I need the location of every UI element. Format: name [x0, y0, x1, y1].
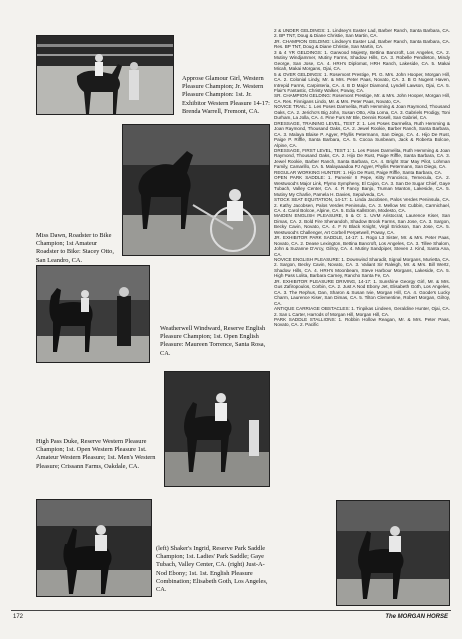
- result-entry: OPEN PARK SADDLE: 1. Parvenir II Pepe, Kitty Francisco, Temecula, CA. 2. Westwood's Major Link, Plymo Sympheny, El Cajon, CA. 3. San De Sugar Chief, Gaye Tubach, Valley Center, CA. 4. R Fancy Banjo, Truman Manton, Lakeside, CA. 5. Mutiny My Charlie, Pamela H. Davies, Sepulveda, CA.: [274, 175, 450, 197]
- photo-english-pleasure: [36, 265, 150, 363]
- footer-rule: [11, 610, 451, 611]
- result-entry: DRESSAGE, FIRST LEVEL, TEST 1: 1. Les Poses Darmelita, Ruth Hemming & Joan Raymond, Thousand Oaks, CA. 2. Hijo De Rust, Paige Riffle, Santa Barbara, CA. 3. Jewel Rookie, Barber Ranch, Santa Barbara, CA. 4. Bright Star May Pilot, Lohman Family, Camarillo, CA. 5. Malayaaadoa PJ Agyer, Phyllis Petermann, San Diego, CA.: [274, 147, 450, 170]
- result-entry: NOVICE TRAIL: 1. Les Poses Darmelita, Ruth Hemming & Joan Raymond, Thousand Oaks, CA. 2. Jericho's Big John, Susan Otto, Alta Loma, CA. 3. Gabriels Prodigy, Toni Durham, La Jolla, CA. 4. Pine Furs Mr Ble, Dennis Rosell, San Gabriel, CA.: [274, 104, 450, 121]
- result-entry: 3 & 4 YR GELDINGS: 1. Garwood Majesty, Bettina Bancroft, Los Angeles, CA. 2. Mutiny Windjammer, Mutiny Farms, Shadow Hills, CA. 3. Robelle Pendleton, Mindy George, San Jose, CA. 4. HRH's Diplomat, HRH Ranch, Lakeside, CA. 5. Makai Micah, Makai Morgans, Ojai, CA.: [274, 49, 450, 72]
- result-entry: SR. CHAMPION GELDING: Rosemont Prestige, Mr. & Mrs. John Hooper, Morgan Hill, CA. Res. Finnigans Lindo, Mr. & Mrs. Peter Paas, Novato, CA.: [274, 93, 450, 104]
- photo-western-pleasure-champion: [36, 35, 174, 115]
- photo-park-saddle-left: [36, 499, 152, 597]
- caption-western-pleasure-champion: Approse Glamour Girl, Western Pleasure Champion; Jr. Western Pleasure Champion: 1st. Jr. Exhibitor Western Pleasure 14-17: Brenda Warrell, Fremont, CA.: [182, 75, 270, 115]
- page-number: 172: [13, 614, 24, 620]
- magazine-title: The MORGAN HORSE: [385, 614, 448, 620]
- caption-english-pleasure: Weatherwell Windward, Reserve English Pleasure Champion; 1st. Open English Pleasure: Maureen Torrence, Santa Rosa, CA.: [160, 325, 266, 357]
- result-entry: MAIDEN ENGLISH PLEASURE, 5 & O: 1. UVM Aristocrat, Laurence Kiser, San Dimas, CA. 2. Bold Fire Shenandoh, Shadow Brook Farms, San Jose, CA. 3. Sargon, Becky Cavin, Novato, CA. 4. F N Black Knight, Virgil Erickson, San Jose, CA. 5. Westwood's Challenger, Art Corbell Perpetwell, Poway, CA.: [274, 213, 450, 235]
- result-entry: PARK SADDLE STALLIONS: 1. Robbin Hollow Reagan, Mr. & Mrs. Peter Paas, Novato, CA. 2. Pacific: [274, 317, 450, 328]
- result-entry: JR. CHAMPION GELDING: Lindsey's Easter Lad, Barber Ranch, Santa Barbara, CA. Res. BP TNT, Doug & Diane Christie, San Martin, CA.: [274, 38, 450, 50]
- photo-roadster-to-bike: [122, 124, 270, 256]
- result-entry: NOVICE ENGLISH PLEASURE: 1. Downwind Sharadit, Signal Morgans, Murietta, CA. 2. Sargon, Becky Cavin, Novato, CA. 3. Valiant Sir Raleigh, Mr. & Mrs. Bill Wertz, Shadow Hills, CA. 4. HRH's Moonbeam, Steve Harbour Morgans, Lakeside, CA. 5. High Pass Lolita, Barbara Carney, Rancho Santa Fe, CA.: [274, 257, 450, 279]
- result-entry: 5 & OVER GELDINGS: 1. Rosemont Prestige, Pt. G. Mrs. John Hooper, Morgan Hill, CA. 2. Colonial Lindy, Mr. & Mrs. Peter Paas, Novato, CA. 3. B G Nugent Haven, Intrepid Farms, Carpinteria, CA. 4. B D Major Diamond, Lyndell Lawson, Ojai, CA. 5. Flair's Fantastic, Christy Walker, Poway, CA.: [274, 71, 450, 93]
- result-entry: JR. EXHIBITOR PLEASURE DRIVING, 14-17: 1. Sunshine Georgy Girl, Mr. & Mrs. Gus Zafiropoulos, Corbin, CA. 2. Just A Nod Ebony Jet, Elisabeth Goth, Los Angeles, CA. 3. The Rephus, Dan, Sharon & Susan Ivie, Morgan Hill, CA. 4. Goode's Lucky Charm, Laurence Kiser, San Dimas, CA. 5. Tilton Clementine, Robert Morgan, Gilroy, CA.: [274, 278, 450, 306]
- photo-english-pleasure-combination: [336, 500, 450, 606]
- result-entry: REGULAR WORKING HUNTER: 1. Hijo De Rust, Paige Riffle, Santa Barbara, CA.: [274, 169, 443, 175]
- show-results-column: [274, 28, 450, 328]
- caption-park-saddle: (left) Shaker's Ingrid, Reserve Park Saddle Champion; 1st. Ladies' Park Saddle; Gaye Tubach, Valley Center, CA. (right) Just-A-Nod Ebony; 1st. 1st. English Pleasure Combination; Elisabeth Goth, Los Angeles, CA.: [156, 545, 268, 594]
- result-entry: 2 & UNDER GELDINGS: 1. Lindsey's Easter Lad, Barber Ranch, Santa Barbara, CA. 2. BP TNT, Doug & Diane Christie, San Martin, CA.: [274, 28, 450, 39]
- caption-western-pleasure-reserve: High Pass Duke, Reserve Western Pleasure Champion; 1st. Open Western Pleasure 1st. Amateur Western Pleasure; 1st. Men's Western Pleasure; Crissann Farms, Oakdale, CA.: [36, 438, 156, 470]
- result-entry: ANTIQUE CARRIAGE OBSTACLES: 1. Tinpikas Lindeen, Geraldine Hunter, Ojai, CA. 2. San L Carter, Harrods of Morgan Hill, Morgan Hill, CA.: [274, 306, 450, 317]
- result-entry: STOCK SEAT EQUITATION, 14-17: 1. Linda Jacobsen, Palos Verdes Peninsula, CA. 2. Kathy Jacobsen, Palos Verdes Peninsula, CA. 3. Mellow Mc Cubbin, Carmichael, CA. 4. Carol Bolcoe, Alpine, CA. 5. Edia Kallstrom, Modesto, CA.: [274, 197, 450, 213]
- photo-western-pleasure-reserve: [164, 371, 270, 487]
- result-entry: DRESSAGE, TRAINING LEVEL, TEST 2: 1. Les Poses Darmelita, Ruth Hemming & Joan Raymond, Thousand Oaks, CA. 2. Jewel Rookie, Barber Ranch, Santa Barbara, CA. 3. Malaya Blaise P. Agyer, Phyllis Petermann, San Diego, CA. 4. Hijo De Rust, Paige P. Riffle, Santa Barbara, CA. 5. Cocoa Sunbeam, Jack & Roberta Bolcoe, Alpine, CA.: [274, 120, 450, 148]
- caption-roadster-to-bike: Miss Dawn, Roadster to Bike Champion; 1st Amateur Roadster to Bike: Stacey Otto, San Leandro, CA.: [36, 232, 114, 264]
- result-entry: JR. EXHIBITOR PARK SADDLE, 14-17: 1. Rogo L3 Sister, Mr. & Mrs. Peter Paas, Novato, CA. 2. Dease Lexington, Bettina Bancroft, Los Angeles, CA. 3. Tillee Shalom, John & Suzanne D'Arcy, Gilroy, CA. 4. Mutiny Sandpiper, Steven J. Kind, Santa Ana, CA.: [274, 235, 450, 257]
